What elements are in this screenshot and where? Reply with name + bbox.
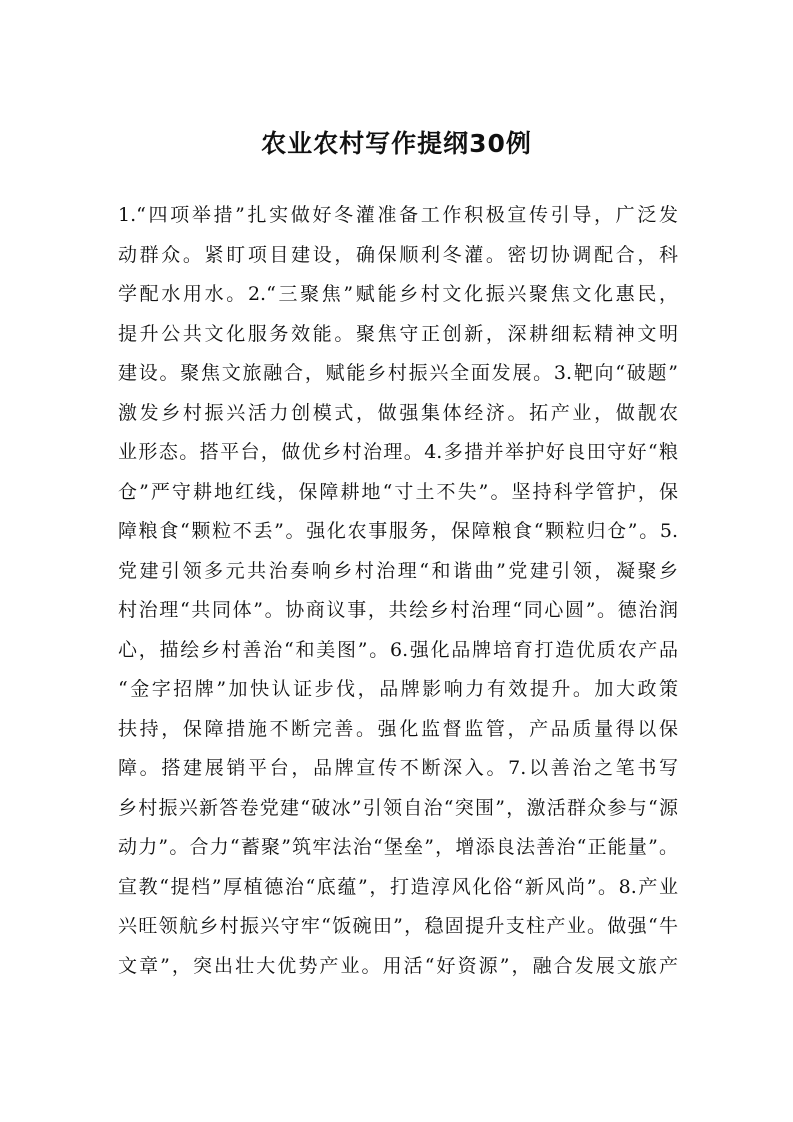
body-line: 激发乡村振兴活力创模式，做强集体经济。拓产业，做靓农	[118, 401, 678, 424]
body-line: 动群众。紧盯项目建设，确保顺利冬灌。密切协调配合，科	[118, 243, 678, 266]
body-line: 动力”。合力“蓄聚”筑牢法治“堡垒”，增添良法善治“正能量”。	[118, 836, 678, 858]
body-line: 学配水用水。2.“三聚焦”赋能乡村文化振兴聚焦文化惠民，	[118, 283, 678, 305]
body-line: 仓”严守耕地红线，保障耕地“寸土不失”。坚持科学管护，保	[118, 480, 678, 503]
body-line: 乡村振兴新答卷党建“破冰”引领自治“突围”，激活群众参与“源	[118, 796, 678, 819]
body-line: 障粮食“颗粒不丢”。强化农事服务，保障粮食“颗粒归仓”。5.	[118, 520, 678, 542]
body-line: 心，描绘乡村善治“和美图”。6.强化品牌培育打造优质农产品	[118, 638, 678, 661]
body-line: 业形态。搭平台，做优乡村治理。4.多措并举护好良田守好“粮	[118, 441, 678, 463]
body-line: 障。搭建展销平台，品牌宣传不断深入。7.以善治之笔书写	[118, 757, 678, 779]
body-line: 村治理“共同体”。协商议事，共绘乡村治理“同心圆”。德治润	[118, 599, 678, 621]
body-line: 兴旺领航乡村振兴守牢“饭碗田”，稳固提升支柱产业。做强“牛	[118, 915, 678, 937]
body-line: 建设。聚焦文旅融合，赋能乡村振兴全面发展。3.靶向“破题”	[118, 362, 678, 384]
body-line: 文章”，突出壮大优势产业。用活“好资源”，融合发展文旅产	[118, 954, 678, 977]
body-line: 党建引领多元共治奏响乡村治理“和谐曲”党建引领，凝聚乡	[118, 559, 678, 582]
document-title: 农业农村写作提纲30例	[261, 129, 532, 158]
body-line: 扶持，保障措施不断完善。强化监督监管，产品质量得以保	[118, 717, 678, 740]
body-line: 1.“四项举措”扎实做好冬灌准备工作积极宣传引导，广泛发	[118, 204, 678, 226]
body-line: 宣教“提档”厚植德治“底蕴”，打造淳风化俗“新风尚”。8.产业	[118, 875, 678, 898]
document-body	[118, 196, 678, 986]
body-line: “金字招牌”加快认证步伐，品牌影响力有效提升。加大政策	[118, 678, 678, 700]
body-line: 提升公共文化服务效能。聚焦守正创新，深耕细耘精神文明	[118, 322, 678, 345]
